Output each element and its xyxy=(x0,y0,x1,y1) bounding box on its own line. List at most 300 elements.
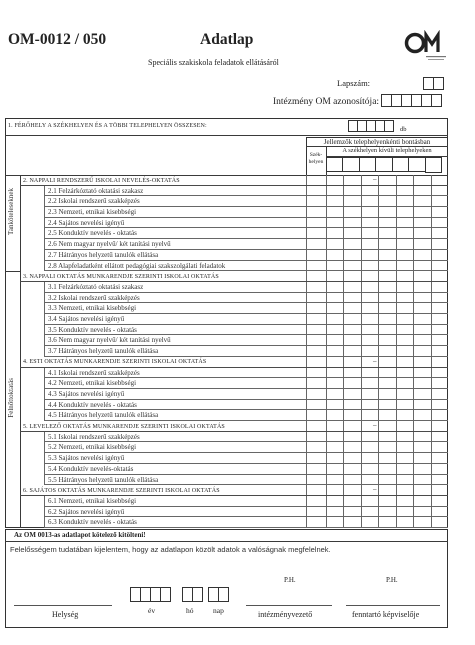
capacity-boxes[interactable] xyxy=(348,120,393,132)
site-box[interactable] xyxy=(342,157,359,172)
section-title: 3. NAPPALI OKTATÁS MUNKARENDJE SZERINTI ISKOLAI OKTATÁS xyxy=(23,273,219,280)
site-cell[interactable] xyxy=(431,475,448,486)
site-cell[interactable] xyxy=(396,325,413,336)
site-cell[interactable] xyxy=(396,303,413,314)
seat-cell[interactable] xyxy=(306,442,326,453)
item-label: 5.1 Iskolai rendszerű szakképzés xyxy=(48,432,140,441)
site-cell[interactable] xyxy=(326,228,343,239)
seat-cell[interactable] xyxy=(306,282,326,293)
site-box[interactable] xyxy=(359,157,376,172)
site-cell[interactable] xyxy=(326,261,343,272)
site-cell[interactable] xyxy=(326,421,343,431)
month-boxes[interactable] xyxy=(182,587,202,602)
seat-cell[interactable] xyxy=(306,303,326,314)
site-cell[interactable] xyxy=(396,357,413,367)
site-cell[interactable] xyxy=(326,368,343,379)
site-cell[interactable] xyxy=(378,239,395,250)
site-cell[interactable] xyxy=(396,432,413,443)
site-cell[interactable] xyxy=(413,378,430,389)
seat-cell[interactable] xyxy=(306,464,326,475)
site-cell[interactable] xyxy=(431,207,448,218)
site-cell[interactable] xyxy=(326,186,343,197)
site-cell[interactable] xyxy=(413,368,430,379)
site-box[interactable] xyxy=(392,157,409,172)
site-cell[interactable] xyxy=(396,186,413,197)
site-cell[interactable] xyxy=(361,410,378,421)
site-cell[interactable] xyxy=(378,325,395,336)
other-sites-header: A székhelyen kívüli telephelyeken xyxy=(342,147,432,154)
site-cell[interactable] xyxy=(361,464,378,475)
site-cell[interactable] xyxy=(431,485,448,495)
site-cell[interactable] xyxy=(326,175,343,185)
site-cell[interactable] xyxy=(343,335,360,346)
seat-cell[interactable] xyxy=(306,475,326,486)
site-cell[interactable] xyxy=(343,218,360,229)
site-cell[interactable] xyxy=(326,357,343,367)
site-cell[interactable] xyxy=(413,389,430,400)
site-cell[interactable] xyxy=(326,400,343,411)
site-cell[interactable] xyxy=(343,207,360,218)
site-cell[interactable] xyxy=(326,314,343,325)
seat-cell[interactable] xyxy=(306,261,326,272)
site-cell[interactable] xyxy=(326,325,343,336)
site-cell[interactable] xyxy=(396,346,413,357)
site-box[interactable] xyxy=(326,157,343,172)
site-cell[interactable] xyxy=(431,517,448,528)
site-cell[interactable] xyxy=(343,261,360,272)
site-cell[interactable] xyxy=(343,239,360,250)
site-cell[interactable] xyxy=(361,303,378,314)
site-cell[interactable] xyxy=(361,453,378,464)
site-cell[interactable] xyxy=(431,346,448,357)
site-cell[interactable] xyxy=(431,496,448,507)
site-cell[interactable] xyxy=(413,400,430,411)
site-cell[interactable] xyxy=(413,196,430,207)
site-cell[interactable] xyxy=(431,186,448,197)
site-cell[interactable] xyxy=(431,400,448,411)
site-cell[interactable] xyxy=(378,186,395,197)
site-cell[interactable] xyxy=(431,293,448,304)
item-label: 2.3 Nemzeti, etnikai kisebbségi xyxy=(48,208,137,217)
seat-cell[interactable] xyxy=(306,400,326,411)
site-box[interactable] xyxy=(375,157,392,172)
site-cell[interactable] xyxy=(361,218,378,229)
site-cell[interactable] xyxy=(343,346,360,357)
site-cell[interactable] xyxy=(378,303,395,314)
site-cell[interactable] xyxy=(413,239,430,250)
site-cell[interactable] xyxy=(413,485,430,495)
seat-cell[interactable] xyxy=(306,228,326,239)
site-cell[interactable] xyxy=(326,485,343,495)
site-cell[interactable] xyxy=(326,218,343,229)
site-cell[interactable] xyxy=(343,186,360,197)
site-cell[interactable] xyxy=(378,517,395,528)
site-cell[interactable] xyxy=(413,325,430,336)
seat-cell[interactable] xyxy=(306,432,326,443)
site-cell[interactable] xyxy=(413,475,430,486)
site-cell[interactable] xyxy=(431,368,448,379)
site-cell[interactable] xyxy=(343,271,360,281)
site-cell[interactable] xyxy=(326,389,343,400)
site-cell[interactable] xyxy=(343,175,360,185)
site-cell[interactable] xyxy=(431,432,448,443)
site-cell[interactable] xyxy=(326,442,343,453)
site-cell[interactable] xyxy=(396,228,413,239)
seat-cell[interactable] xyxy=(306,357,326,367)
site-cell[interactable] xyxy=(361,400,378,411)
site-cell[interactable] xyxy=(378,389,395,400)
site-cell[interactable] xyxy=(413,271,430,281)
site-cell[interactable] xyxy=(326,475,343,486)
site-cell[interactable] xyxy=(361,293,378,304)
place-signature-line[interactable] xyxy=(14,605,112,606)
site-cell[interactable] xyxy=(326,196,343,207)
site-cell[interactable] xyxy=(326,250,343,261)
site-cell[interactable] xyxy=(431,196,448,207)
site-cell[interactable] xyxy=(413,261,430,272)
site-cell[interactable] xyxy=(396,271,413,281)
site-cell[interactable] xyxy=(378,496,395,507)
site-cell[interactable] xyxy=(431,453,448,464)
seat-cell[interactable] xyxy=(306,517,326,528)
site-cell[interactable] xyxy=(326,239,343,250)
site-cell[interactable] xyxy=(378,335,395,346)
item-label: 2.5 Konduktív nevelés - oktatás xyxy=(48,229,137,238)
site-cell[interactable] xyxy=(378,378,395,389)
site-cell[interactable] xyxy=(326,282,343,293)
site-cell[interactable] xyxy=(343,196,360,207)
site-cell[interactable] xyxy=(343,303,360,314)
site-cell[interactable] xyxy=(413,517,430,528)
seat-cell[interactable] xyxy=(306,410,326,421)
site-cell[interactable] xyxy=(361,378,378,389)
site-cell[interactable] xyxy=(361,207,378,218)
site-cell[interactable] xyxy=(326,432,343,443)
seat-cell[interactable] xyxy=(306,368,326,379)
seat-cell[interactable] xyxy=(306,421,326,431)
site-cell[interactable] xyxy=(396,196,413,207)
site-cell[interactable] xyxy=(378,218,395,229)
site-cell[interactable] xyxy=(413,453,430,464)
site-cell[interactable] xyxy=(396,218,413,229)
site-cell[interactable] xyxy=(431,335,448,346)
item-row xyxy=(20,207,448,218)
side-label-compulsory: Tanköteleseknek xyxy=(7,188,15,235)
site-cell[interactable] xyxy=(396,517,413,528)
digit-box[interactable] xyxy=(192,587,203,602)
site-cell[interactable] xyxy=(343,389,360,400)
site-cell[interactable] xyxy=(431,271,448,281)
site-cell[interactable] xyxy=(413,314,430,325)
site-cell[interactable] xyxy=(431,389,448,400)
site-cell[interactable] xyxy=(431,239,448,250)
site-cell[interactable] xyxy=(361,271,378,281)
site-cell[interactable] xyxy=(396,507,413,518)
site-cell[interactable] xyxy=(326,378,343,389)
site-cell[interactable] xyxy=(413,507,430,518)
site-cell[interactable] xyxy=(378,357,395,367)
site-cell[interactable] xyxy=(396,261,413,272)
site-cell[interactable] xyxy=(413,432,430,443)
site-cell[interactable] xyxy=(361,517,378,528)
site-cell[interactable] xyxy=(413,175,430,185)
site-cell[interactable] xyxy=(378,464,395,475)
site-cell[interactable] xyxy=(378,228,395,239)
seat-cell[interactable] xyxy=(306,196,326,207)
seat-cell[interactable] xyxy=(306,378,326,389)
site-cell[interactable] xyxy=(413,496,430,507)
site-cell[interactable] xyxy=(413,282,430,293)
site-cell[interactable] xyxy=(343,496,360,507)
site-cell[interactable] xyxy=(361,325,378,336)
site-cell[interactable] xyxy=(361,261,378,272)
site-cell[interactable] xyxy=(396,496,413,507)
site-cell[interactable] xyxy=(361,314,378,325)
site-cell[interactable] xyxy=(343,325,360,336)
item-row xyxy=(20,346,448,357)
site-cell[interactable] xyxy=(343,432,360,443)
site-cell[interactable] xyxy=(343,314,360,325)
site-cell[interactable] xyxy=(326,410,343,421)
seat-cell[interactable] xyxy=(306,293,326,304)
site-number-boxes[interactable] xyxy=(326,157,441,173)
digit-box[interactable] xyxy=(160,587,171,602)
site-cell[interactable] xyxy=(326,453,343,464)
seat-cell[interactable] xyxy=(306,250,326,261)
site-cell[interactable] xyxy=(431,442,448,453)
seat-cell[interactable] xyxy=(306,485,326,495)
site-cell[interactable] xyxy=(396,282,413,293)
item-label: 2.6 Nem magyar nyelvű/ két tanítási nyelvű xyxy=(48,240,171,249)
site-cell[interactable] xyxy=(343,485,360,495)
site-cell[interactable] xyxy=(431,261,448,272)
site-cell[interactable] xyxy=(396,389,413,400)
site-cell[interactable] xyxy=(413,410,430,421)
site-cell[interactable] xyxy=(413,464,430,475)
site-cell[interactable] xyxy=(413,421,430,431)
site-cell[interactable] xyxy=(413,442,430,453)
site-cell[interactable] xyxy=(326,303,343,314)
site-cell[interactable] xyxy=(361,196,378,207)
site-cell[interactable] xyxy=(378,196,395,207)
site-cell[interactable] xyxy=(378,400,395,411)
site-cell[interactable] xyxy=(343,400,360,411)
site-cell[interactable] xyxy=(396,475,413,486)
stamp-right: P.H. xyxy=(386,576,398,584)
site-cell[interactable] xyxy=(396,368,413,379)
site-cell[interactable] xyxy=(431,314,448,325)
head-signature-line[interactable] xyxy=(246,605,332,606)
seat-cell[interactable] xyxy=(306,271,326,281)
site-cell[interactable] xyxy=(361,250,378,261)
site-cell[interactable] xyxy=(413,293,430,304)
sheet-number-boxes[interactable] xyxy=(423,77,443,90)
site-cell[interactable] xyxy=(326,346,343,357)
site-cell[interactable] xyxy=(326,207,343,218)
year-boxes[interactable] xyxy=(130,587,170,602)
site-cell[interactable] xyxy=(361,346,378,357)
site-box[interactable] xyxy=(425,157,442,173)
site-cell[interactable] xyxy=(378,293,395,304)
site-cell[interactable] xyxy=(378,250,395,261)
site-cell[interactable] xyxy=(413,228,430,239)
site-cell[interactable] xyxy=(413,218,430,229)
site-cell[interactable] xyxy=(343,368,360,379)
site-cell[interactable] xyxy=(431,464,448,475)
site-cell[interactable] xyxy=(326,464,343,475)
site-cell[interactable] xyxy=(413,186,430,197)
site-cell[interactable] xyxy=(378,207,395,218)
site-cell[interactable] xyxy=(326,335,343,346)
site-cell[interactable] xyxy=(378,261,395,272)
site-cell[interactable] xyxy=(378,475,395,486)
site-cell[interactable] xyxy=(361,186,378,197)
site-cell[interactable] xyxy=(431,378,448,389)
site-cell[interactable] xyxy=(396,314,413,325)
site-cell[interactable] xyxy=(326,293,343,304)
seat-cell[interactable] xyxy=(306,346,326,357)
site-cell[interactable] xyxy=(413,335,430,346)
maintainer-signature-line[interactable] xyxy=(346,605,440,606)
site-cell[interactable] xyxy=(378,432,395,443)
site-cell[interactable] xyxy=(431,507,448,518)
digit-box[interactable] xyxy=(218,587,229,602)
site-cell[interactable] xyxy=(396,421,413,431)
seat-cell[interactable] xyxy=(306,507,326,518)
site-cell[interactable] xyxy=(343,250,360,261)
site-cell[interactable] xyxy=(343,357,360,367)
site-cell[interactable] xyxy=(396,207,413,218)
seat-cell[interactable] xyxy=(306,207,326,218)
site-cell[interactable] xyxy=(396,239,413,250)
site-cell[interactable] xyxy=(326,271,343,281)
site-cell[interactable] xyxy=(343,378,360,389)
site-cell[interactable] xyxy=(431,175,448,185)
seat-cell[interactable] xyxy=(306,453,326,464)
site-cell[interactable] xyxy=(396,442,413,453)
site-cell[interactable] xyxy=(431,218,448,229)
site-cell[interactable] xyxy=(343,517,360,528)
site-cell[interactable] xyxy=(343,442,360,453)
site-cell[interactable] xyxy=(343,507,360,518)
site-cell[interactable] xyxy=(396,410,413,421)
site-cell[interactable] xyxy=(413,207,430,218)
seat-cell[interactable] xyxy=(306,239,326,250)
site-cell[interactable] xyxy=(396,250,413,261)
seat-cell[interactable] xyxy=(306,496,326,507)
site-cell[interactable] xyxy=(361,239,378,250)
digit-box[interactable] xyxy=(431,94,442,107)
site-cell[interactable] xyxy=(396,453,413,464)
item-row xyxy=(20,464,448,475)
site-cell[interactable] xyxy=(396,485,413,495)
seat-cell[interactable] xyxy=(306,335,326,346)
item-label: 5.2 Nemzeti, etnikai kisebbségi xyxy=(48,443,137,452)
seat-cell[interactable] xyxy=(306,186,326,197)
seat-cell[interactable] xyxy=(306,389,326,400)
site-cell[interactable] xyxy=(396,400,413,411)
site-cell[interactable] xyxy=(361,475,378,486)
logo-tagline-2 xyxy=(428,59,444,60)
site-cell[interactable] xyxy=(361,496,378,507)
site-cell[interactable] xyxy=(378,442,395,453)
site-cell[interactable] xyxy=(431,410,448,421)
site-cell[interactable] xyxy=(326,517,343,528)
site-cell[interactable] xyxy=(413,303,430,314)
seat-cell[interactable] xyxy=(306,218,326,229)
site-cell[interactable] xyxy=(431,303,448,314)
institution-id-boxes[interactable] xyxy=(381,94,441,107)
site-cell[interactable] xyxy=(343,453,360,464)
site-cell[interactable] xyxy=(413,250,430,261)
site-cell[interactable] xyxy=(396,175,413,185)
site-cell[interactable] xyxy=(396,335,413,346)
site-cell[interactable] xyxy=(378,453,395,464)
site-cell[interactable] xyxy=(396,464,413,475)
site-cell[interactable] xyxy=(361,228,378,239)
site-cell[interactable] xyxy=(378,421,395,431)
site-cell[interactable] xyxy=(378,175,395,185)
day-boxes[interactable] xyxy=(208,587,228,602)
form-subtitle: Speciális szakiskola feladatok ellátásáról xyxy=(148,58,279,67)
site-box[interactable] xyxy=(408,157,425,172)
site-cell[interactable] xyxy=(343,464,360,475)
site-cell[interactable] xyxy=(343,228,360,239)
site-cell[interactable] xyxy=(378,282,395,293)
site-cell[interactable] xyxy=(431,421,448,431)
site-cell[interactable] xyxy=(378,507,395,518)
site-cell[interactable] xyxy=(343,421,360,431)
site-cell[interactable] xyxy=(361,368,378,379)
site-cell[interactable] xyxy=(378,346,395,357)
site-cell[interactable] xyxy=(378,410,395,421)
site-cell[interactable] xyxy=(361,282,378,293)
site-cell[interactable] xyxy=(431,357,448,367)
site-cell[interactable] xyxy=(361,335,378,346)
site-cell[interactable] xyxy=(361,389,378,400)
site-cell[interactable] xyxy=(396,293,413,304)
site-cell[interactable] xyxy=(396,378,413,389)
seat-cell[interactable] xyxy=(306,175,326,185)
site-cell[interactable] xyxy=(343,293,360,304)
site-cell[interactable] xyxy=(431,228,448,239)
site-cell[interactable] xyxy=(413,357,430,367)
site-cell[interactable] xyxy=(378,271,395,281)
site-cell[interactable] xyxy=(431,325,448,336)
site-cell[interactable] xyxy=(431,282,448,293)
section-row xyxy=(20,485,448,496)
site-cell[interactable] xyxy=(378,485,395,495)
digit-box[interactable] xyxy=(384,120,394,132)
item-row xyxy=(20,250,448,261)
site-cell[interactable] xyxy=(378,314,395,325)
site-cell[interactable] xyxy=(343,282,360,293)
site-cell[interactable] xyxy=(378,368,395,379)
site-cell[interactable] xyxy=(326,496,343,507)
site-cell[interactable] xyxy=(361,442,378,453)
site-cell[interactable] xyxy=(343,410,360,421)
item-label: 6.1 Nemzeti, etnikai kisebbségi xyxy=(48,496,137,505)
seat-cell[interactable] xyxy=(306,314,326,325)
digit-box[interactable] xyxy=(433,77,444,90)
site-cell[interactable] xyxy=(343,475,360,486)
seat-cell[interactable] xyxy=(306,325,326,336)
site-cell[interactable] xyxy=(361,507,378,518)
site-cell[interactable] xyxy=(361,432,378,443)
site-cell[interactable] xyxy=(431,250,448,261)
site-cell[interactable] xyxy=(326,507,343,518)
site-cell[interactable] xyxy=(413,346,430,357)
